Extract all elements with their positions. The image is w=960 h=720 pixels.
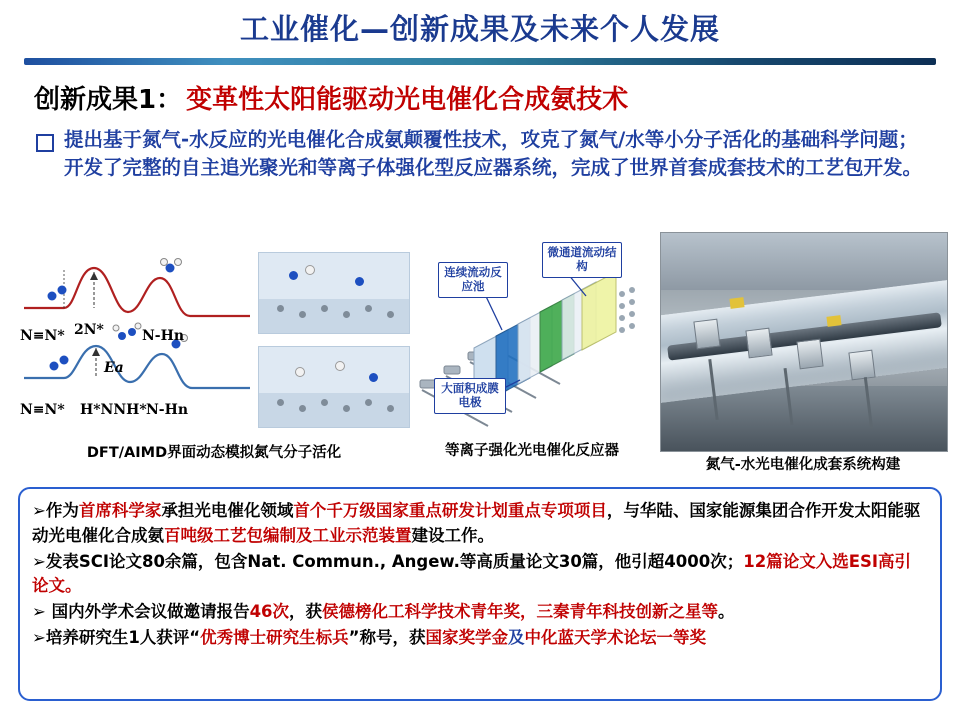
photo-module <box>694 319 721 350</box>
achievement-segment: 12篇论文入选ESI高引论文。 <box>32 551 911 596</box>
intro-bullet-text: 提出基于氮气-水反应的光电催化合成氨颠覆性技术，攻克了氮气/水等小分子活化的基础科学问题； 开发了完整的自主追光聚光和等离子体强化型反应器系统，完成了世界首套成套技术的工艺包开发。 <box>64 127 923 179</box>
label-activation-energy: Ea <box>104 360 124 376</box>
achievement-line <box>32 499 926 549</box>
title-bar <box>0 0 960 65</box>
achievement-segment: 首席科学家 <box>78 501 162 520</box>
achievement-line <box>32 626 926 651</box>
achievement-segment: ，与华陆、国家能源集团合作开发太阳能驱动光电催化合成氨 <box>32 501 921 545</box>
label-nh-bottom: N-Hn <box>146 402 189 418</box>
photo-module <box>848 349 875 380</box>
achievement-segment: 百吨级工艺包编制及工业示范装置 <box>164 525 412 545</box>
label-hnnh: H*NNH* <box>80 402 147 418</box>
achievement-segment: 建设工作。 <box>411 525 494 545</box>
dft-energy-plot <box>18 250 410 440</box>
achievement-segment: 中化蓝天学术论坛一等奖 <box>524 627 707 647</box>
achievement-segment: ，获 <box>289 602 323 621</box>
achievement-line <box>32 550 926 600</box>
achievement-segment: 侯德榜化工科学技术青年奖，三秦青年科技创新之星等 <box>322 602 719 621</box>
achievement-segment: 国家奖学金 <box>425 627 509 647</box>
photo-module <box>745 328 772 359</box>
achievement-segment: 优秀博士研究生标兵 <box>200 627 349 647</box>
figure-pilot-photo <box>660 232 946 474</box>
label-nh-top: N-Hn <box>142 328 185 344</box>
achievement-segment: 首个千万级国家重点研发计划重点专项项目 <box>293 501 607 520</box>
figure-caption-reactor: 等离子强化光电催化反应器 <box>445 443 619 459</box>
achievement-line <box>32 600 926 625</box>
callout-flow-cell: 连续流动反应池 <box>438 262 508 298</box>
page-title: 工业催化—创新成果及未来个人发展 <box>239 12 720 46</box>
square-outline-bullet-icon <box>36 134 54 152</box>
callout-microchannel: 微通道流动结构 <box>542 242 622 278</box>
aimd-panel-bottom <box>258 346 410 428</box>
figure-caption-dft: DFT/AIMD界面动态模拟氮气分子活化 <box>86 445 342 461</box>
achievement-segment: 培养研究生1人获评“ <box>45 627 201 647</box>
section-heading-accent: 变革性太阳能驱动光电催化合成氨技术 <box>186 84 629 115</box>
reactor-exploded-view <box>416 240 648 440</box>
arrow-bullet-icon: ➢ <box>32 501 46 520</box>
arrow-bullet-icon: ➢ <box>32 551 46 571</box>
callout-film-electrode: 大面积成膜电极 <box>434 378 506 414</box>
arrow-bullet-icon: ➢ <box>32 627 46 647</box>
section-heading-lead: 创新成果1： <box>34 84 183 115</box>
achievement-segment: 国内外学术会议做邀请报告 <box>45 602 250 621</box>
photo-yellow-marker <box>826 315 841 327</box>
title-divider <box>24 58 936 65</box>
achievement-segment: 及 <box>508 627 525 647</box>
label-n-n-bottom: N≡N* <box>20 402 65 418</box>
figure-caption-photo: 氮气-水光电催化成套系统构建 <box>705 457 901 473</box>
figure-plasma-reactor <box>416 240 648 460</box>
label-two-n: 2N* <box>74 322 104 338</box>
achievement-segment: 作为 <box>45 501 79 520</box>
achievement-segment: ”称号，获 <box>348 627 426 647</box>
achievement-segment: 。 <box>718 602 735 621</box>
intro-bullet <box>34 126 930 181</box>
arrow-bullet-icon: ➢ <box>32 602 46 621</box>
photo-sky <box>661 233 947 290</box>
aimd-panel-top <box>258 252 410 334</box>
achievements-box <box>18 487 942 701</box>
achievement-segment: 46次 <box>249 602 290 621</box>
achievement-segment: 承担光电催化领域 <box>161 501 294 520</box>
section-heading <box>34 79 960 116</box>
pilot-system-photo <box>660 232 948 452</box>
figures-row <box>0 240 960 480</box>
label-n-n-top: N≡N* <box>20 328 65 344</box>
figure-dft-energy-profile <box>18 250 410 462</box>
achievement-segment: 发表SCI论文80余篇，包含Nat. Commun., Angew.等高质量论文30篇，他引超4000次； <box>45 551 744 571</box>
photo-module <box>797 338 824 369</box>
